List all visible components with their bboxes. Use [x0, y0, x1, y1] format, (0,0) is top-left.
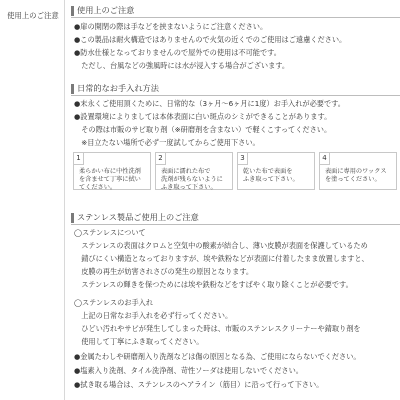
daily-care-line: ※目立たない場所で必ず一度試してからご使用下さい。 [74, 138, 260, 147]
stainless-line: ●塩素入り洗剤、タイル洗浄剤、苛性ソーダは使用しないでください。 [74, 366, 303, 375]
stainless-line: 使用して丁寧にふき取ってください。 [74, 337, 204, 346]
stainless-line: ステンレスの輝きを保つためには埃や鉄粉などをすばやく取り除くことが必要です。 [74, 280, 353, 289]
daily-care-line: ●末永くご使用頂くために、日常的な（3ヶ月〜6ヶ月に1度）お手入れが必要です。 [74, 99, 345, 108]
daily-care-line: その際は市販のサビ取り剤（※研磨剤を含まない）で軽くこすってください。 [74, 125, 332, 134]
section-heading-stainless-notes: ステンレス製品ご使用上のご注意 [71, 211, 400, 225]
left-column [0, 0, 65, 400]
section-heading-usage-notes: 使用上のご注意 [71, 4, 400, 18]
step-number: 4 [320, 153, 330, 165]
step-text-line: 柔らかい布に中性洗剤 [79, 168, 141, 175]
step-number: 3 [238, 153, 248, 165]
left-column-label: 使用上のご注意 [7, 11, 59, 20]
step-number: 2 [156, 153, 166, 165]
step-text-line: てください。 [79, 184, 117, 192]
stainless-line: 上記の日常なお手入れを必ず行ってください。 [74, 311, 233, 320]
stainless-line: 錆びにくい構造となっておりますが、埃や鉄粉などが表面に付着したまま放置しますと、 [74, 254, 369, 263]
daily-care-line: ●設置環境によりましては本体表面に白い斑点のシミができることがあります。 [74, 112, 332, 121]
step-text-line: ふき取って下さい。 [243, 176, 299, 184]
step-text [79, 168, 141, 192]
step-text-line: 表面に専用のワックス [325, 168, 387, 175]
step-text-line: を塗ってください。 [325, 176, 381, 184]
step-text [325, 168, 387, 184]
care-step-4 [319, 152, 397, 190]
care-step-1 [73, 152, 151, 190]
stainless-line: ●拭き取る場合は、ステンレスのヘアライン（筋目）に沿って行って下さい。 [74, 380, 324, 389]
stainless-line: ステンレスの表面はクロムと空気中の酸素が結合し、薄い皮膜が表面を保護しているため [74, 241, 368, 250]
care-step-2 [155, 152, 233, 190]
usage-note-line: ●防水仕様となっておりませんので屋外での使用は不可能です。 [74, 48, 281, 57]
step-text-line: ふき取って下さい。 [161, 184, 217, 192]
stainless-line: ◯ステンレスのお手入れ [74, 298, 154, 307]
stainless-line: ひどい汚れやサビが発生してしまった時は、市販のステンレスクリーナーや錆取り剤を [74, 324, 361, 333]
usage-note-line: ●この製品は耐火構造ではありませんので火気の近くでのご使用はご遠慮ください。 [74, 35, 347, 44]
step-text-line: 洗剤が残らないように [161, 176, 223, 184]
step-text-line: を含ませて丁寧に拭い [79, 176, 141, 184]
stainless-line: ●金属たわしや研磨剤入り洗剤などは傷の原因となる為、ご使用にならないでください。 [74, 352, 361, 361]
usage-note-line: ●扉の開閉の際は手などを挟まないようにご注意ください。 [74, 22, 268, 31]
care-step-3 [237, 152, 315, 190]
section-heading-daily-care: 日常的なお手入れ方法 [71, 82, 400, 96]
step-text-line: 表面に濡れた布で [161, 168, 211, 175]
step-number: 1 [74, 153, 84, 165]
stainless-line: ◯ステンレスについて [74, 228, 146, 237]
usage-note-line: ただし、台風などの強風時には水が浸入する場合がございます。 [74, 61, 290, 70]
step-text [161, 168, 223, 192]
step-text [243, 168, 299, 184]
stainless-line: 皮膜の再生が妨害されさびの発生の原因となります。 [74, 267, 254, 276]
care-steps [73, 152, 398, 192]
step-text-line: 乾いた布で表面を [243, 168, 293, 175]
